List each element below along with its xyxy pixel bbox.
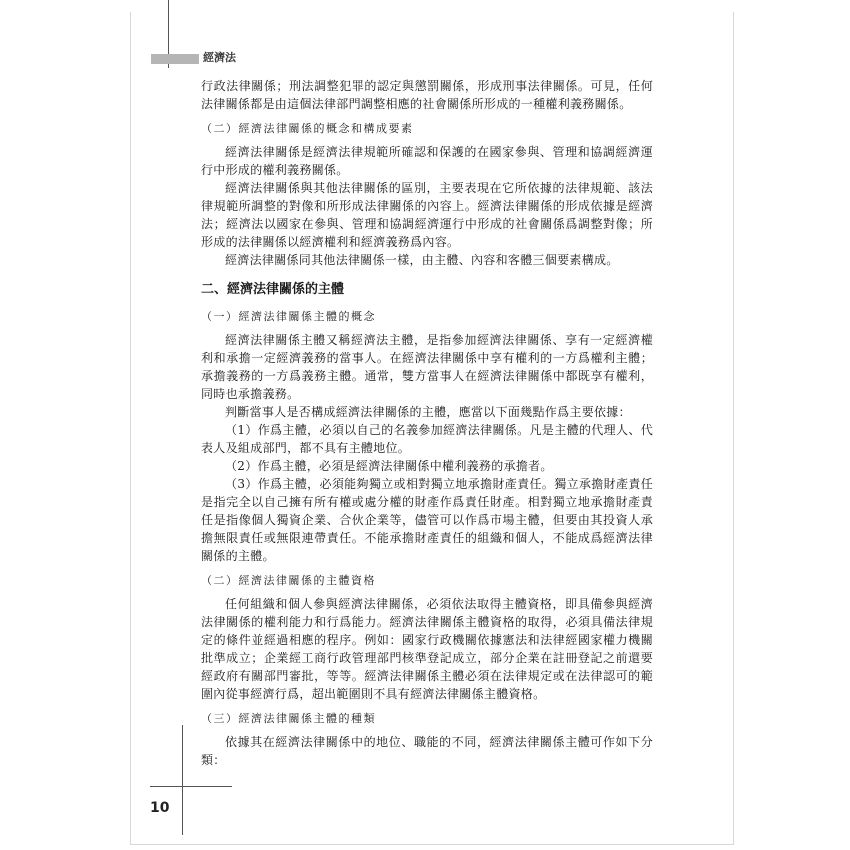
running-header-title: 經濟法 <box>203 51 236 64</box>
subheading: （三）經濟法律關係主體的種類 <box>201 712 376 725</box>
footer-vertical-rule <box>182 725 183 835</box>
page-number: 10 <box>150 800 170 816</box>
paragraph: 任何組織和個人參與經濟法律關係，必須依法取得主體資格，即具備參與經濟法律關係的權利能力和行爲能力。經濟法律關係主體資格的取得，必須具備法律規定的條件並經過相應的程序。例如：國家行政機關依據憲法和法律經國家權力機關批準成立；企業經工商行政管理部門核準登記成立，部分企業在註冊登記之前還要經政府有關部門審批，等等。經濟法律關係主體必須在法律規定或在法律認可的範圍內從事經濟行爲，超出範圍則不具有經濟法律關係主體資格。 <box>201 597 653 701</box>
paragraph: 行政法律關係；刑法調整犯罪的認定與懲罰關係，形成刑事法律關係。可見，任何法律關係都是由這個法律部門調整相應的社會關係所形成的一種權利義務關係。 <box>201 79 653 111</box>
list-item: （2）作爲主體，必須是經濟法律關係中權利義務的承擔者。 <box>225 459 553 473</box>
paragraph: 依據其在經濟法律關係中的地位、職能的不同，經濟法律關係主體可作如下分類： <box>201 735 653 767</box>
subheading: （二）經濟法律關係的概念和構成要素 <box>201 122 414 135</box>
subheading: （二）經濟法律關係的主體資格 <box>201 574 376 587</box>
header-bar <box>151 54 199 64</box>
paragraph: 經濟法律關係是經濟法律規範所確認和保護的在國家參與、管理和協調經濟運行中形成的權利義務關係。 <box>201 145 653 177</box>
section-heading: 二、經濟法律關係的主體 <box>201 282 345 297</box>
paragraph: 經濟法律關係主體又稱經濟法主體，是指參加經濟法律關係、享有一定經濟權利和承擔一定經濟義務的當事人。在經濟法律關係中享有權利的一方爲權利主體；承擔義務的一方爲義務主體。通常，雙方當事人在經濟法律關係中都既享有權利，同時也承擔義務。 <box>201 333 653 401</box>
list-item: （3）作爲主體，必須能夠獨立或相對獨立地承擔財產責任。獨立承擔財產責任是指完全以自己擁有所有權或處分權的財產作爲責任財產。相對獨立地承擔財產責任是指像個人獨資企業、合伙企業等，儘管可以作爲市場主體，但要由其投資人承擔無限責任或無限連帶責任。不能承擔財產責任的組織和個人，不能成爲經濟法律關係的主體。 <box>201 477 653 563</box>
footer-horizontal-rule <box>150 786 232 787</box>
subheading: （一）經濟法律關係主體的概念 <box>201 310 376 323</box>
paragraph: 判斷當事人是否構成經濟法律關係的主體，應當以下面幾點作爲主要依據： <box>225 405 631 419</box>
page-body <box>201 77 653 769</box>
paragraph: 經濟法律關係與其他法律關係的區別，主要表現在它所依據的法律規範、該法律規範所調整的對像和所形成法律關係的內容上。經濟法律關係的形成依據是經濟法；經濟法以國家在參與、管理和協調經濟運行中形成的社會關係爲調整對像；所形成的法律關係以經濟權利和經濟義務爲內容。 <box>201 181 653 249</box>
paragraph: 經濟法律關係同其他法律關係一樣，由主體、內容和客體三個要素構成。 <box>225 253 619 267</box>
list-item: （1）作爲主體，必須以自己的名義參加經濟法律關係。凡是主體的代理人、代表人及組成部門，都不具有主體地位。 <box>201 423 653 455</box>
